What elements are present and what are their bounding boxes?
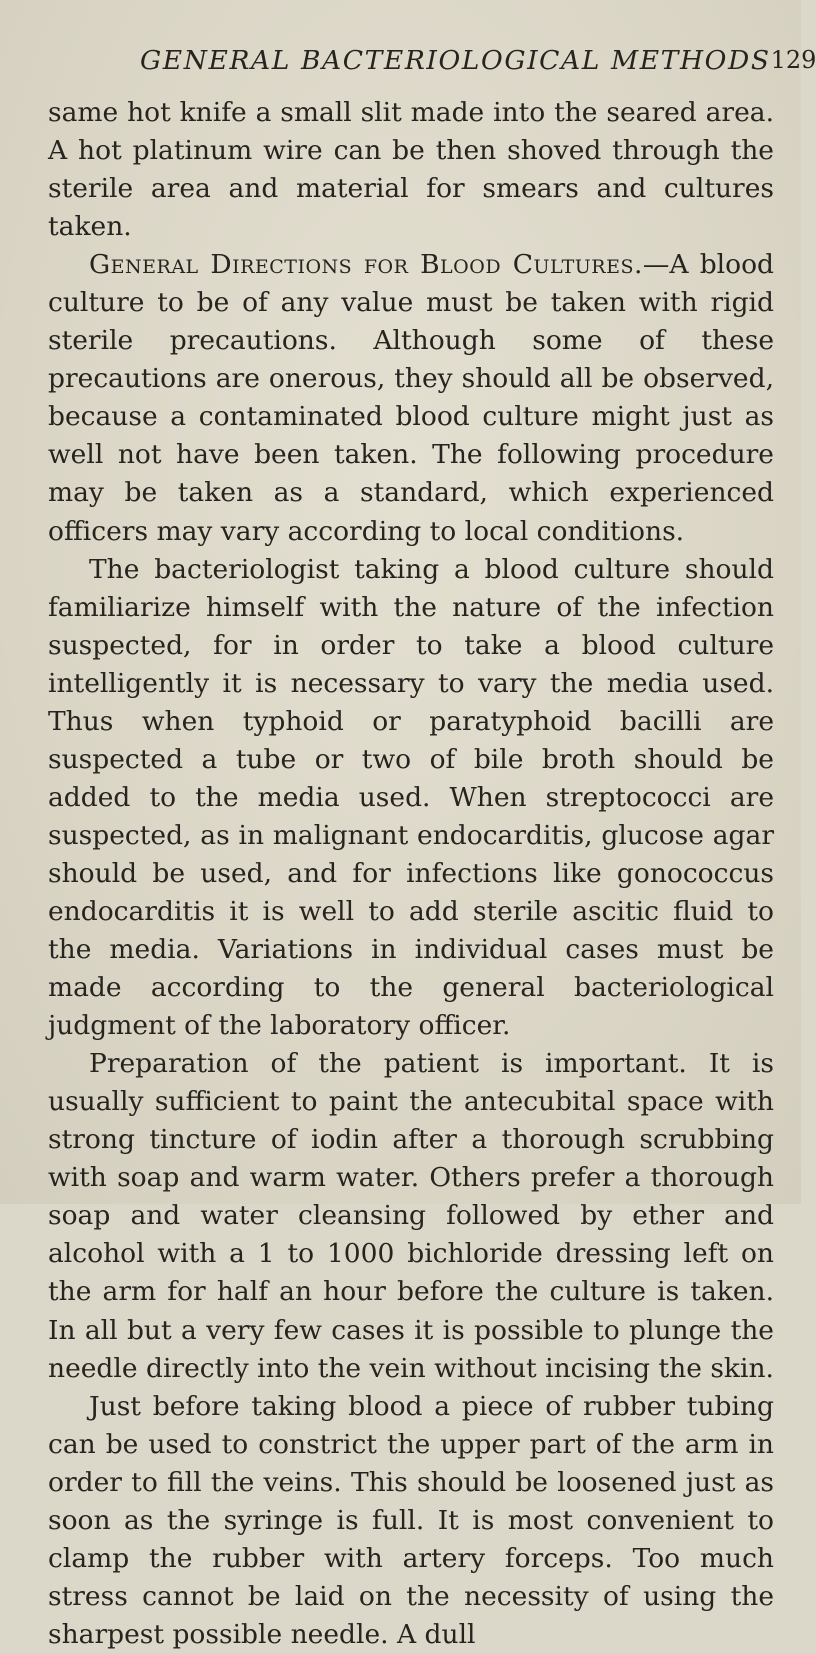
page-header: [140, 40, 816, 80]
paragraph-rubber-tubing: [48, 1388, 774, 1654]
paragraph-text: same hot knife a small slit made into the seared area. A hot platinum wire can be then shoved through the sterile area and material for smears and cultures taken.: [48, 97, 774, 243]
page-number: 129: [770, 46, 816, 74]
running-title: GENERAL BACTERIOLOGICAL METHODS: [140, 44, 771, 76]
paragraph-continuation: [48, 94, 774, 246]
paragraph-blood-culture-directions: [48, 246, 774, 550]
paragraph-bacteriologist: [48, 551, 774, 1046]
paragraph-text: —A blood culture to be of any value must be taken with rigid sterile precautions. Although some of these precautions are onerous, they should all be observed, because a contaminated blood culture might just as well not have been taken. The following procedure may be taken as a standard, which experienced officers may vary according to local conditions.: [48, 249, 775, 547]
paragraph-preparation: [48, 1045, 774, 1387]
paragraph-text: Preparation of the patient is important. It is usually sufficient to paint the antecubital space with strong tincture of iodin after a thorough scrubbing with soap and warm water. Others prefer a thorough soap and water cleansing followed by ether and alcohol with a 1 to 1000 bichloride dressing left on the arm for half an hour before the culture is taken. In all but a very few cases it is possible to plunge the needle directly into the vein without incising the skin.: [48, 1048, 774, 1384]
paragraph-text: The bacteriologist taking a blood culture should familiarize himself with the nature of the infection suspected, for in order to take a blood culture intelligently it is necessary to vary the media used. Thus when typhoid or paratyphoid bacilli are suspected a tube or two of bile broth should be added to the media used. When streptococci are suspected, as in malignant endocarditis, glucose agar should be used, and for infections like gonococcus endocarditis it is well to add sterile ascitic fluid to the media. Variations in individual cases must be made according to the general bacteriological judgment of the laboratory officer.: [48, 553, 774, 1042]
paragraph-text: Just before taking blood a piece of rubber tubing can be used to constrict the upper part of the arm in order to fill the veins. This should be loosened just as soon as the syringe is full. It is most convenient to clamp the rubber with artery forceps. Too much stress cannot be laid on the necessity of using the sharpest possible needle. A dull: [48, 1390, 774, 1650]
section-heading: General Directions for Blood Cultures.: [89, 249, 643, 281]
body-text: [48, 94, 774, 1654]
